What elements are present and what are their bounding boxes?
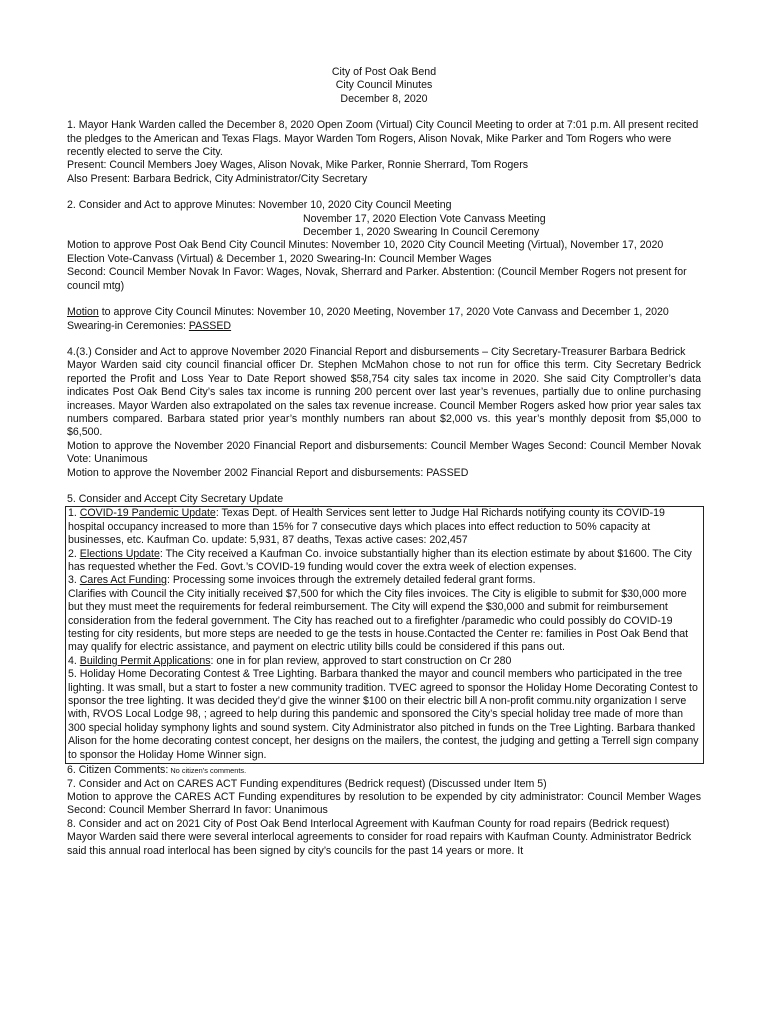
item-4-body: Mayor Warden said city council financial officer Dr. Stephen McMahon chose to not run for office this term. City Secretary Bedrick reported the Profit and Loss Year to Date Report showed $58,754 city sales tax income in 2020. She said City Comptroller’s data indicates Post Oak Bend City’s sales tax income is running 200 percent over last year’s revenues, partially due to online purchasing increases. Mayor Warden also extrapolated on the sales tax revenue increase. Council Member Rogers asked how prior year sales tax numbers compared. Barbara stated prior year’s monthly numbers ran about $2,000 vs. this year’s monthly deposit from $5,000 to $6,500. (67, 359, 701, 439)
item-4-result: Motion to approve the November 2002 Financial Report and disbursements: PASSED (67, 466, 469, 479)
item-4-heading: 4.(3.) Consider and Act to approve November 2020 Financial Report and disbursements – City Secretary-Treasurer Barbara Bedrick (67, 345, 686, 358)
document-header (67, 66, 701, 106)
present-members: Present: Council Members Joey Wages, Alison Novak, Mike Parker, Ronnie Sherrard, Tom Rogers (67, 159, 529, 172)
building-permit-title: Building Permit Applications (79, 654, 211, 667)
elections-update-title: Elections Update (79, 547, 160, 560)
update-building-permits: 4. Building Permit Applications: one in for plan review, approved to start construction on Cr 280 (68, 654, 512, 667)
item-6-citizen-comments (67, 764, 701, 777)
cares-act-details: Clarifies with Council the City initially received $7,500 for which the City files invoices. The City is eligible to submit for $30,000 more but they must meet the requirements for federal reimbursement. The City will expend the $30,000 and submit for reimbursement consideration from the federal government. The City has reached out to a firefighter /paramedic who could possibly do COVID-19 testing for city residents, but more steps are needed to ge the tests in house.Contacted the Center re: families in Post Oak Bend that may qualify for electric assistance, and payment on electric utility bills could be considered if this pans out. (68, 587, 689, 654)
cares-act-title: Cares Act Funding (79, 574, 167, 587)
citizen-comments-note: No citizen’s comments. (168, 766, 247, 776)
item-2-meeting-2: November 17, 2020 Election Vote Canvass Meeting (303, 212, 546, 225)
secretary-update-box (65, 506, 704, 764)
update-holiday-contest: 5. Holiday Home Decorating Contest & Tree Lighting. Barbara thanked the mayor and council members who participated in the tree lighting. It was small, but a start to foster a new community tradition. TVEC agreed to sponsor the Holiday Home Decorating Contest to sponsor the tree lighting. It was decided they’d give the winner $100 on their electric bill A non-profit commu.nity organization I serve with, RVOS Local Lodge 98, ; agreed to help during this pandemic and sponsored the City’s special holiday tree made of more than 300 special holiday symphony lights and sound system. City Administrator also pitched in funds on the Tree Lighting. Barbara thanked Alison for the home decorating contest concept, her designs on the mailers, the contest, the judging and getting a Terrell sign company to sponsor the Holiday Home Winner sign. (68, 668, 699, 761)
also-present: Also Present: Barbara Bedrick, City Administrator/City Secretary (67, 172, 368, 185)
item-2-motion: Motion to approve Post Oak Bend City Council Minutes: November 10, 2020 City Council Meeting (Virtual), November 17, 2020 Election Vote-Canvass (Virtual) & December 1, 2020 Swearing-In: Council Member Wages (67, 239, 664, 265)
update-cares-act: 3. Cares Act Funding: Processing some invoices through the extremely detailed federal grant forms. (68, 574, 536, 587)
item-7-motion: Motion to approve the CARES ACT Funding expenditures by resolution to be expended by city administrator: Council Member Wages Second: Council Member Sherrard In favor: Unanimous (67, 790, 701, 817)
item-7-heading: 7. Consider and Act on CARES ACT Funding expenditures (Bedrick request) (Discussed under Item 5) (67, 777, 547, 790)
item-2-result (67, 306, 701, 333)
document-title: City Council Minutes (335, 79, 433, 92)
citizen-comments-label: 6. Citizen Comments: (67, 764, 169, 777)
item-5-secretary-update (67, 493, 701, 764)
item-7-cares-act-expenditures (67, 778, 701, 818)
covid-update-title: COVID-19 Pandemic Update (79, 507, 216, 520)
item-4-motion: Motion to approve the November 2020 Financial Report and disbursements: Council Member Wages Second: Council Member Novak Vote: Unanimous (67, 439, 701, 466)
motion-word: Motion (67, 306, 99, 319)
meeting-date: December 8, 2020 (340, 92, 428, 105)
city-name: City of Post Oak Bend (331, 66, 437, 78)
item-8-interlocal-agreement (67, 818, 701, 858)
item-2-result-text: to approve City Council Minutes: November 10, 2020 Meeting, November 17, 2020 Vote Canvass and December 1, 2020 Swearing-in Ceremonies: (67, 306, 669, 332)
item-8-body: Mayor Warden said there were several interlocal agreements to consider for road repairs with Kaufman County. Administrator Bedrick said this annual road interlocal has been signed by city’s councils for the past 14 years or more. It (67, 831, 692, 857)
item-2-meeting-3: December 1, 2020 Swearing In Council Ceremony (303, 226, 540, 239)
minutes-body (67, 66, 701, 858)
update-covid: 1. COVID-19 Pandemic Update: Texas Dept. of Health Services sent letter to Judge Hal Richards notifying county its COVID-19 hospital occupancy increased to more than 15% for 7 consecutive days which places into effect reduction to 50% capacity at businesses, etc. Kaufman Co. update: 5,931, 87 deaths, Texas active cases: 202,457 (68, 507, 665, 547)
call-to-order-text: 1. Mayor Hank Warden called the December 8, 2020 Open Zoom (Virtual) City Council Meeting to order at 7:01 p.m. All present recited the pledges to the American and Texas Flags. Mayor Warden Tom Rogers, Alison Novak, Mike Parker and Tom Rogers who were recently elected to serve the City. (67, 119, 699, 159)
passed-label: PASSED (188, 319, 232, 332)
item-2-second: Second: Council Member Novak In Favor: Wages, Novak, Sherrard and Parker. Abstention: (Council Member Rogers not present for council mtg) (67, 266, 687, 292)
item-4-financial-report (67, 346, 701, 480)
item-1-call-to-order (67, 119, 701, 186)
item-2-heading: 2. Consider and Act to approve Minutes: November 10, 2020 City Council Meeting (67, 199, 452, 212)
item-8-heading: 8. Consider and act on 2021 City of Post Oak Bend Interlocal Agreement with Kaufman County for road repairs (Bedrick request) (67, 817, 670, 830)
update-elections: 2. Elections Update: The City received a Kaufman Co. invoice substantially higher than its election estimate by about $1600. The City has requested whether the Fed. Govt.’s COVID-19 funding would cover the extra week of election expenses. (68, 547, 692, 573)
item-5-heading: 5. Consider and Accept City Secretary Update (67, 492, 284, 505)
item-2-minutes-approval (67, 199, 701, 333)
